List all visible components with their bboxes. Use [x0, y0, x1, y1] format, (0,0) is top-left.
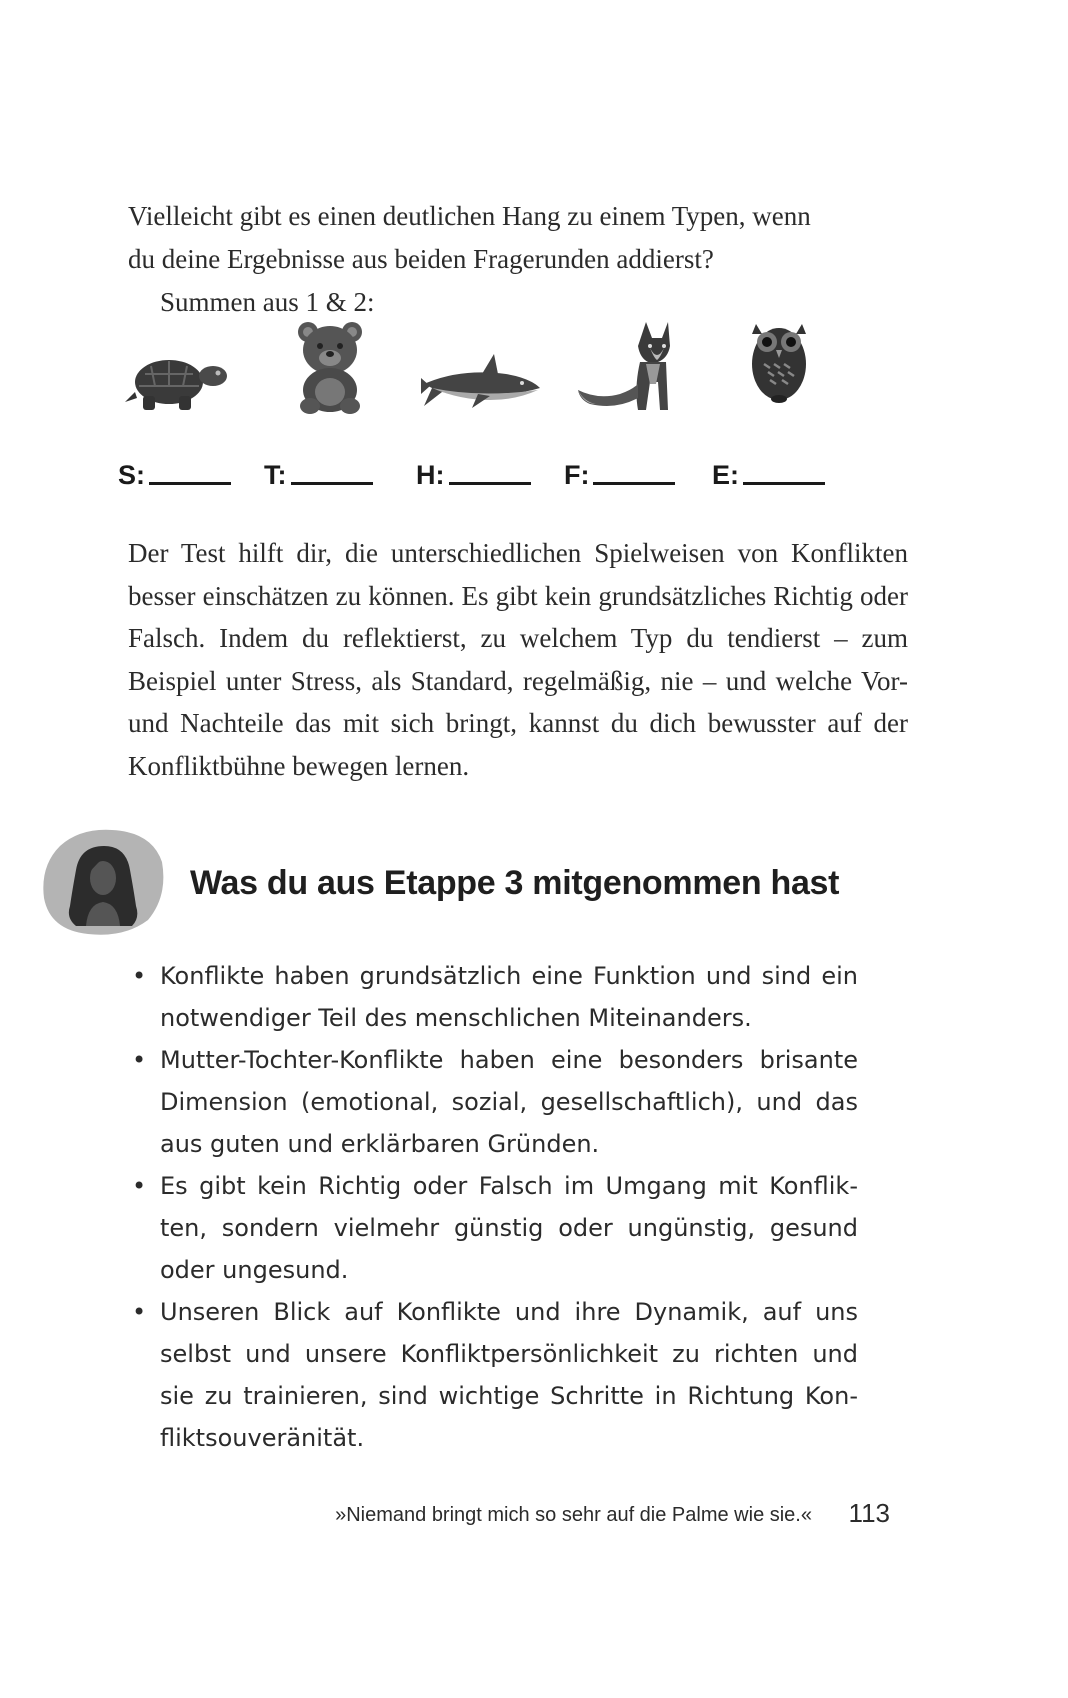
score-label-f: F: — [564, 460, 590, 490]
animal-score-row — [120, 330, 920, 505]
score-field-h[interactable] — [416, 460, 531, 491]
summary-list — [128, 955, 858, 1459]
turtle-icon — [125, 352, 230, 412]
score-label-e: E: — [712, 460, 739, 490]
score-label-t: T: — [264, 460, 287, 490]
score-blank-t[interactable] — [291, 482, 373, 485]
shark-icon — [420, 350, 542, 412]
intro-line-1: Vielleicht gibt es einen deutlichen Hang zu einem Typen, wenn — [128, 201, 811, 231]
score-blank-f[interactable] — [593, 482, 675, 485]
list-item: • Es gibt kein Richtig oder Falsch im Umgang mit Konflikten, sondern vielmehr günstig oder ungünstig, gesund oder ungesund. — [128, 1165, 858, 1291]
score-field-e[interactable] — [712, 460, 825, 491]
bear-icon — [294, 320, 366, 415]
test-explanation-text: Der Test hilft dir, die unterschiedlichen Spielweisen von Konflikten besser einschätzen zu können. Es gibt kein grundsätzliches Richtig oder Falsch. Indem du reflektierst, zu welchem Typ du tendierst – zum Beispiel unter Stress, als Standard, regelmäßig, nie – und welche Vor- und Nachteile das mit sich bringt, kannst du dich bewusster auf der Konfliktbühne bewegen lernen. — [128, 538, 908, 781]
sums-label: Summen aus 1 & 2: — [160, 287, 375, 317]
summary-header — [40, 826, 940, 946]
running-footer-quote: »Niemand bringt mich so sehr auf die Palme wie sie.« — [335, 1504, 812, 1526]
intro-paragraph — [128, 195, 928, 324]
list-item: • Konflikte haben grundsätzlich eine Funktion und sind ein notwendiger Teil des menschlichen Miteinanders. — [128, 955, 858, 1039]
owl-icon — [748, 312, 810, 404]
score-blank-e[interactable] — [743, 482, 825, 485]
summary-title: Was du aus Etappe 3 mitgenommen hast — [190, 864, 840, 902]
woman-avatar-icon — [40, 826, 168, 943]
intro-line-2: du deine Ergebnisse aus beiden Fragerunden addierst? — [128, 244, 714, 274]
list-item: • Unseren Blick auf Konflikte und ihre Dynamik, auf uns selbst und unsere Konfliktpersönlichkeit zu richten und sie zu trainieren, sind wichtige Schritte in Richtung Konfliktsouveränität. — [128, 1291, 858, 1459]
score-blank-h[interactable] — [449, 482, 531, 485]
page-footer — [330, 1498, 890, 1538]
score-field-s[interactable] — [118, 460, 231, 491]
score-label-s: S: — [118, 460, 145, 490]
score-field-f[interactable] — [564, 460, 675, 491]
score-fields — [120, 460, 920, 500]
score-blank-s[interactable] — [149, 482, 231, 485]
test-explanation — [128, 532, 908, 787]
list-item: • Mutter-Tochter-Konflikte haben eine besonders brisante Dimension (emotional, sozial, gesellschaftlich), und das aus guten und erklärbaren Gründen. — [128, 1039, 858, 1165]
page-number: 113 — [848, 1498, 890, 1528]
score-field-t[interactable] — [264, 460, 373, 491]
fox-icon — [576, 318, 676, 414]
score-label-h: H: — [416, 460, 445, 490]
